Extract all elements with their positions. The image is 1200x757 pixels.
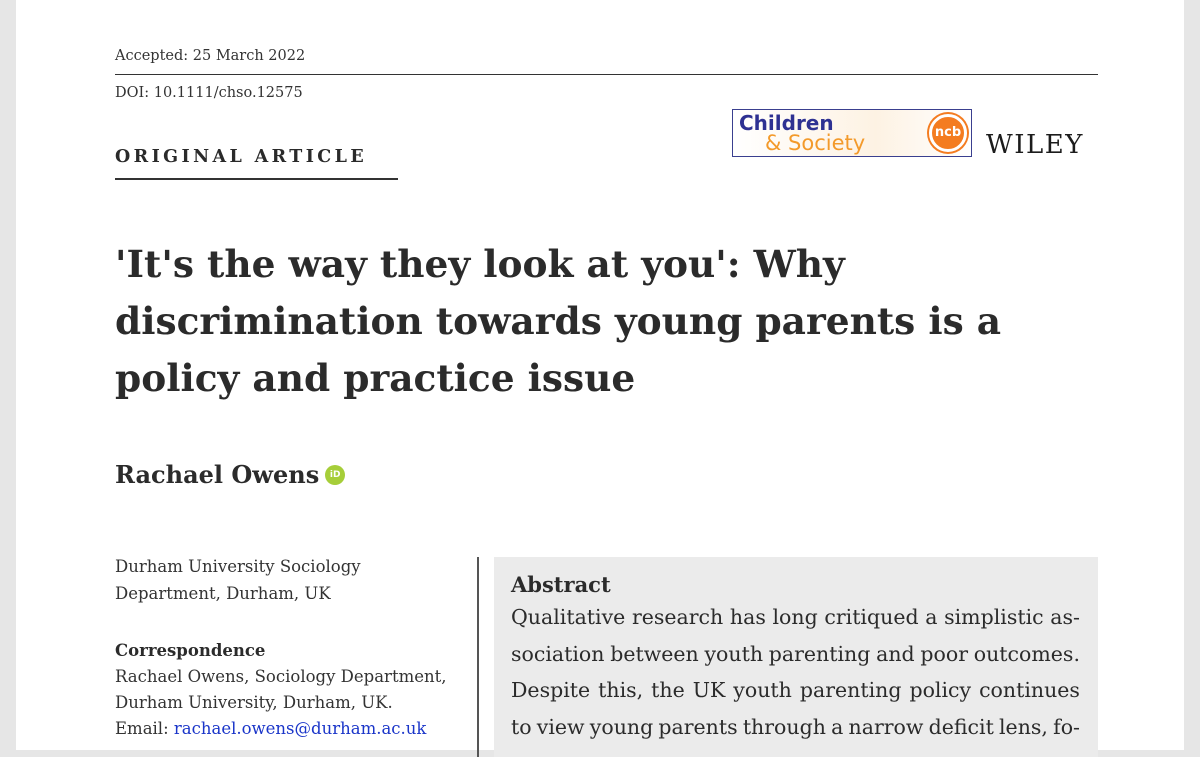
email-label: Email: (115, 719, 174, 738)
abstract-line: Qualitative research has long critiqued a simplistic as- (511, 605, 1080, 629)
affiliation-line: Department, Durham, UK (115, 584, 331, 603)
article-title (115, 236, 1015, 407)
affiliation (115, 553, 455, 607)
correspondence-email-row (115, 716, 465, 742)
abstract-line: sociation between youth parenting and poor outcomes. (511, 641, 1080, 666)
article-type-underline (115, 178, 398, 180)
accepted-date: Accepted: 25 March 2022 (115, 48, 306, 64)
article-page (16, 0, 1184, 750)
journal-logo-line1: Children (739, 111, 834, 135)
journal-logo-line2: & Society (765, 131, 866, 155)
orcid-icon[interactable]: iD (325, 465, 345, 485)
email-link[interactable]: rachael.owens@durham.ac.uk (173, 719, 427, 738)
author-name[interactable]: Rachael Owens (115, 460, 320, 489)
correspondence-line: Rachael Owens, Sociology Department, (115, 667, 447, 686)
correspondence-line: Durham University, Durham, UK. (115, 693, 393, 712)
abstract-box (494, 557, 1098, 757)
correspondence (115, 638, 465, 742)
header-divider (115, 74, 1098, 75)
title-line: policy and practice issue (115, 356, 636, 400)
article-type-label: ORIGINAL ARTICLE (115, 147, 368, 167)
publisher-logo[interactable]: WILEY (986, 130, 1084, 160)
doi[interactable]: DOI: 10.1111/chso.12575 (115, 85, 303, 101)
abstract-heading: Abstract (511, 572, 611, 597)
correspondence-heading: Correspondence (115, 641, 266, 660)
column-divider (477, 557, 479, 757)
title-line: 'It's the way they look at you': Why (115, 242, 845, 286)
journal-logo[interactable] (732, 109, 972, 157)
ncb-logo-icon: ncb (929, 114, 967, 152)
abstract-line: Despite this, the UK youth parenting policy continues (511, 678, 1080, 702)
affiliation-line: Durham University Sociology (115, 557, 361, 576)
abstract-line: to view young parents through a narrow deficit lens, fo- (511, 714, 1080, 739)
author-row (115, 460, 345, 489)
title-line: discrimination towards young parents is a (115, 299, 1002, 343)
